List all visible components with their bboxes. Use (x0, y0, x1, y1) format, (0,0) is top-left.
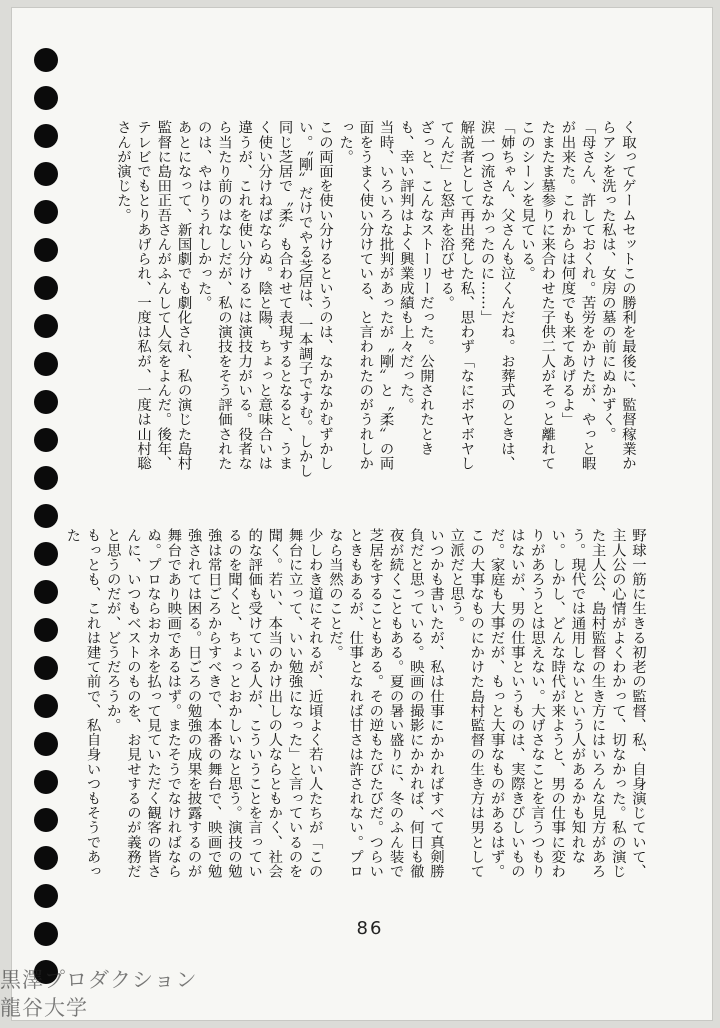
binder-hole (34, 808, 58, 832)
lower-paragraph: いつかも書いたが、私は仕事にかかればすべて真剣勝負だと思っている。映画の撮影にかかれば、何日も徹夜が続くこともある。夏の暑い盛りに、冬のふん装で芝居をすることもある。その逆もたびたびだ。つらいときもあるが、仕事となれば甘さは許されない。プロなら当然のことだ。 (326, 528, 444, 879)
binder-hole (34, 276, 58, 300)
binder-hole (34, 238, 58, 262)
binder-hole (34, 618, 58, 642)
watermark-line-1: 黒澤プロダクション (0, 968, 198, 992)
binder-hole (34, 352, 58, 376)
lower-paragraph: 野球一筋に生きる初老の監督、私、自身演じていて、主人公の心情がよくわかって、切なかった。私の演じた主人公、島村監督の生き方にはいろんな見方があろう。現代では通用しないという人があるかも知れない。しかし、どんな時代が来ようと、男の仕事に変わりがあろうとは思えない。大げさなことを言うつもりはないが、男の仕事というものは、実際きびしいものだ。家庭も大事だが、もっと大事なものがあるはず。この大事なものにかけた島村監督の生き方は男として立派だと思う。 (448, 528, 646, 879)
upper-paragraph: 「母さん、許しておくれ。苦労をかけたが、やっと暇が出来た。これからは何度でも来てあげるよ」 (559, 120, 596, 471)
upper-paragraph: たまたま墓参りに来合わせた子供二人がそっと離れてこのシーンを見ている。 (518, 120, 556, 471)
binder-hole (34, 694, 58, 718)
binder-hole (34, 504, 58, 528)
lower-paragraph: もっとも、これは建て前で、私自身いつもそうであった (64, 528, 101, 879)
lower-text-block (64, 528, 648, 888)
binder-hole (34, 656, 58, 680)
upper-paragraph: く取ってゲームセットこの勝利を最後に、監督稼業からアシを洗った私は、女房の墓の前にぬかずく。 (599, 120, 636, 471)
upper-paragraph: 当時、いろいろな批判があったが〝剛〟と〝柔〟の両面をうまく使い分けている、と言われたのがうれしかった。 (337, 120, 394, 471)
binder-hole (34, 86, 58, 110)
binder-hole (34, 314, 58, 338)
watermark-line-2: 龍谷大学 (0, 996, 88, 1020)
archive-watermark (0, 966, 198, 1022)
upper-paragraph: ざっと、こんなストーリーだった。公開されたときも、幸い評判はよく興業成績も上々だった。 (397, 120, 434, 456)
upper-paragraph: この両面を使い分けるというのは、なかなかむずかしい。〝剛〟だけでやる芝居は、一本調子ですむ。しかし同じ芝居で〝柔〟も合わせて表現するとなると、うまく使い分けねばならぬ。陰と陽、ちょっと意味合いは違うが、これを使い分けるには演技力がいる。役者なら当たり前のはなしだが、私の演技をそう評価されたのは、やはりうれしかった。 (195, 120, 333, 478)
binder-hole (34, 770, 58, 794)
binder-hole (34, 124, 58, 148)
binder-hole (34, 428, 58, 452)
binder-hole (34, 48, 58, 72)
binder-hole (34, 846, 58, 870)
binder-holes (34, 48, 62, 988)
upper-paragraph: 解説者として再出発した私、思わず「なにボヤボヤしてんだ」と怒声を浴びせる。 (438, 120, 475, 471)
lower-paragraph: 少しわき道にそれるが、近頃よく若い人たちが「この舞台に立って、いい勉強になった」と言っているのを聞く。若い、本当のかけ出しの人ならともかく、社会的な評価も受けている人が、こういうことを言っているのを聞くと、ちょっとおかしいなと思う。演技の勉強は常日ごろからすべきで、本番の舞台で、映画で勉強されては困る。日ごろの勉強の成果を披露するのが舞台であり映画であるはず。またそうでなければならぬ。プロならおカネを払って見ていただく観客の皆さんに、いつもベストのものを、お見せするのが義務だと思うのだが、どうだろうか。 (104, 528, 323, 879)
binder-hole (34, 884, 58, 908)
page-number: 86 (356, 918, 384, 939)
binder-hole (34, 922, 58, 946)
upper-paragraph: あとになって、新国劇でも劇化され、私の演じた島村監督に島田正吾さんがふんして人気をよんだ。後年、テレビでもとりあげられ、一度は私が、一度は山村聡さんが演じた。 (114, 120, 192, 471)
binder-hole (34, 466, 58, 490)
binder-hole (34, 200, 58, 224)
binder-hole (34, 162, 58, 186)
upper-paragraph: 「姉ちゃん、父さんも泣くんだね。お葬式のときは、涙一つ流さなかったのに……」 (478, 120, 515, 471)
binder-hole (34, 732, 58, 756)
binder-hole (34, 542, 58, 566)
upper-text-block (78, 120, 638, 482)
binder-hole (34, 390, 58, 414)
binder-hole (34, 580, 58, 604)
